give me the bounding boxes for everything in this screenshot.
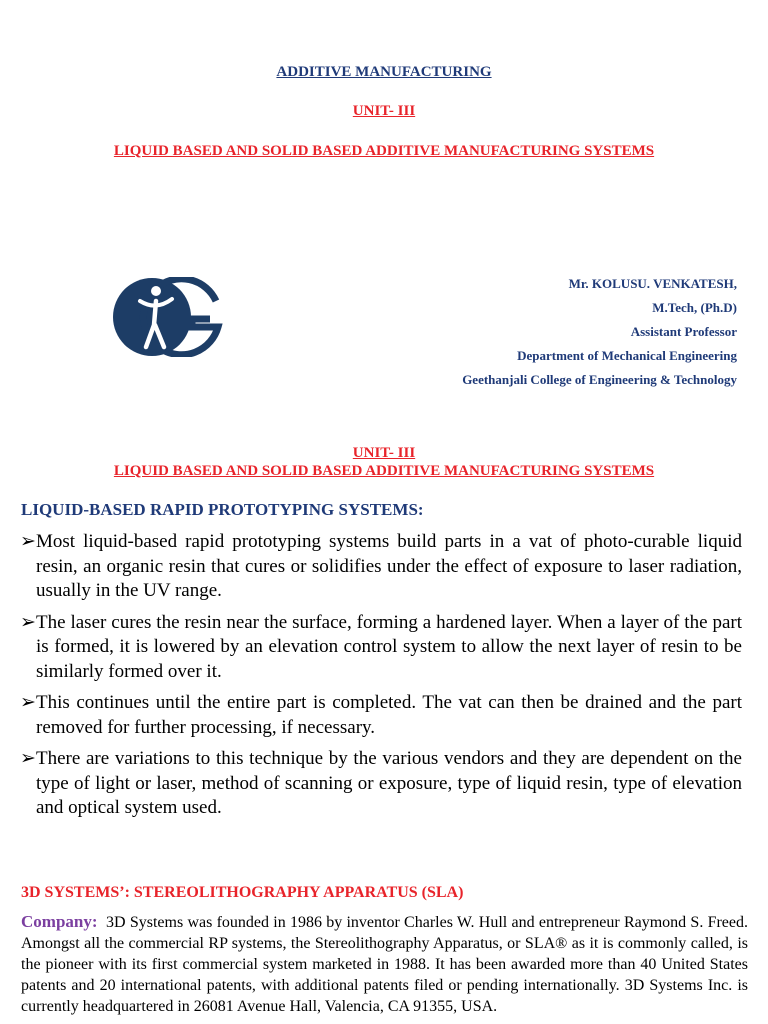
list-item [20, 611, 742, 685]
bullet-text: Most liquid-based rapid prototyping systems build parts in a vat of photo-curable liquid resin, an organic resin that cures or solidifies under the effect of exposure to laser radiation, usually in the UV range. [36, 531, 742, 601]
unit-label: UNIT- III [352, 103, 416, 119]
bullet-text: The laser cures the resin near the surface, forming a hardened layer. When a layer of the part is formed, it is lowered by an elevation control system to allow the next layer of resin to be similarly formed over it. [36, 611, 742, 682]
unit-subtitle-2: LIQUID BASED AND SOLID BASED ADDITIVE MANUFACTURING SYSTEMS [113, 463, 655, 479]
author-designation: Assistant Professor [630, 324, 737, 339]
document-title: ADDITIVE MANUFACTURING [276, 64, 492, 80]
author-department: Department of Mechanical Engineering [517, 348, 737, 363]
company-label: Company: [21, 912, 98, 931]
unit-label-2: UNIT- III [352, 445, 416, 461]
company-text: 3D Systems was founded in 1986 by inventor Charles W. Hull and entrepreneur Raymond S. Freed. Amongst all the commercial RP systems, the Stereolithography Apparatus, or SLA® as it is commonly called, is the pioneer with its first commercial system marketed in 1988. It has been awarded more than 40 United States patents and 20 international patents, with additional patents filed or pending internationally. 3D Systems Inc. is currently headquartered in 26081 Avenue Hall, Valencia, CA 91355, USA. [21, 914, 749, 1015]
arrow-bullet-icon: ➢ [20, 692, 36, 713]
unit-heading-block [84, 444, 684, 480]
section-heading-sla: 3D SYSTEMS’: STEREOLITHOGRAPHY APPARATUS (SLA) [21, 884, 464, 901]
document-subtitle: LIQUID BASED AND SOLID BASED ADDITIVE MANUFACTURING SYSTEMS [113, 143, 655, 159]
arrow-bullet-icon: ➢ [20, 748, 36, 769]
arrow-bullet-icon: ➢ [20, 531, 36, 552]
company-paragraph [21, 911, 748, 1017]
bullet-text: This continues until the entire part is completed. The vat can then be drained and the part removed for further processing, if necessary. [36, 692, 742, 738]
bullet-text: There are variations to this technique by the various vendors and they are dependent on the type of light or laser, method of scanning or exposure, type of liquid resin, type of elevation and optical system used. [36, 748, 742, 818]
list-item [20, 691, 742, 740]
author-college: Geethanjali College of Engineering & Technology [462, 372, 737, 387]
list-item [20, 530, 742, 604]
geethanjali-g-logo-icon [112, 277, 224, 357]
arrow-bullet-icon: ➢ [20, 611, 36, 633]
bullet-list [20, 530, 742, 828]
author-block [462, 276, 737, 396]
section-heading-liquid-based: LIQUID-BASED RAPID PROTOTYPING SYSTEMS: [21, 500, 424, 519]
list-item [20, 747, 742, 821]
author-degree: M.Tech, (Ph.D) [652, 300, 737, 315]
author-name: Mr. KOLUSU. VENKATESH, [568, 276, 737, 291]
